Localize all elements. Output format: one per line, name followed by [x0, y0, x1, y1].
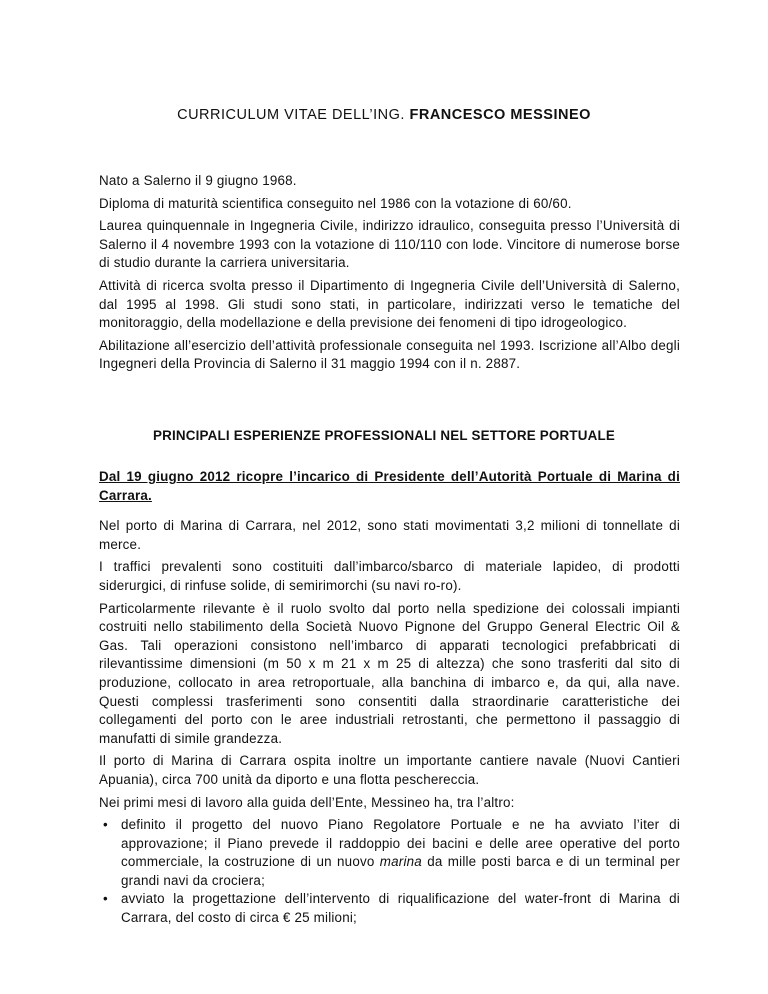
section-heading: PRINCIPALI ESPERIENZE PROFESSIONALI NEL SETTORE PORTUALE: [152, 428, 616, 443]
bullet-1-italic: marina: [379, 854, 422, 870]
role-heading: Dal 19 giugno 2012 ricopre l’incarico di Presidente dell’Autorità Portuale di Marina di Carrara.: [99, 469, 680, 503]
bio-research: Attività di ricerca svolta presso il Dipartimento di Ingegneria Civile dell’Università di Salerno, dal 1995 al 1998. Gli studi sono stati, in particolare, indirizzati verso le tematiche del monitoraggio, della modellazione e della previsione dei fenomeni di tipo idrogeologico.: [99, 277, 680, 331]
paragraph-cantiere: Il porto di Marina di Carrara ospita inoltre un importante cantiere navale (Nuovi Cantieri Apuania), circa 700 unità da diporto e una flotta peschereccia.: [99, 753, 680, 787]
paragraph-traffic: I traffici prevalenti sono costituiti dall’imbarco/sbarco di materiale lapideo, di prodotti siderurgici, di rinfuse solide, di semirimorchi (su navi ro-ro).: [99, 559, 680, 593]
bullet-icon: •: [103, 817, 108, 833]
bullet-1-text-a: definito il progetto del nuovo Piano Regolatore Portuale e ne ha avviato l’iter di approvazione; il Piano prevede il raddoppio dei bacini e delle aree operative del porto commerciale, la costruzione di un nuovo: [121, 817, 680, 870]
achievements-list: [99, 816, 680, 928]
list-item: [99, 816, 680, 890]
bio-birth: Nato a Salerno il 9 giugno 1968.: [99, 173, 297, 188]
paragraph-achievements-intro: Nei primi mesi di lavoro alla guida dell’Ente, Messineo ha, tra l’altro:: [99, 794, 515, 810]
title-name: FRANCESCO MESSINEO: [409, 107, 591, 123]
bio-laurea: Laurea quinquennale in Ingegneria Civile, indirizzo idraulico, conseguita presso l’Università di Salerno il 4 novembre 1993 con la votazione di 110/110 con lode. Vincitore di numerose borse di studio durante la carriera universitaria.: [99, 218, 680, 271]
bullet-2-text: avviato la progettazione dell’intervento di riqualificazione del water-front di Marina di Carrara, del costo di circa € 25 milioni;: [121, 891, 680, 926]
paragraph-tonnage: Nel porto di Marina di Carrara, nel 2012, sono stati movimentati 3,2 milioni di tonnellate di merce.: [99, 518, 680, 552]
paragraph-nuovo-pignone: Particolarmente rilevante è il ruolo svolto dal porto nella spedizione dei colossali impianti costruiti nello stabilimento della Società Nuovo Pignone del Gruppo General Electric Oil & Gas. Tali operazioni consistono nell’imbarco di apparati tecnologici prefabbricati di rilevantissime dimensioni (m 50 x m 21 x m 25 di altezza) che sono trasferiti dal sito di produzione, collocato in area retroportuale, alla banchina di imbarco e, da qui, alla nave. Questi complessi trasferimenti sono consentiti dalla straordinarie caratteristiche dei collegamenti del porto con le aree industriali retrostanti, che permettono il passaggio di manufatti di simile grandezza.: [99, 600, 680, 746]
experience-section: [99, 468, 680, 928]
bio-section: [99, 172, 680, 374]
bio-diploma: Diploma di maturità scientifica conseguito nel 1986 con la votazione di 60/60.: [99, 195, 572, 211]
title-prefix: CURRICULUM VITAE DELL’ING.: [177, 107, 410, 123]
list-item: [99, 890, 680, 927]
page-title: [0, 107, 768, 123]
bio-abilitazione: Abilitazione all’esercizio dell’attività professionale conseguita nel 1993. Iscrizione all’Albo degli Ingegneri della Provincia di Salerno il 31 maggio 1994 con il n. 2887.: [99, 337, 680, 372]
bullet-icon: •: [103, 891, 108, 907]
bullet-1-text-b: da mille posti barca e di un terminal per grandi navi da crociera;: [121, 854, 680, 888]
